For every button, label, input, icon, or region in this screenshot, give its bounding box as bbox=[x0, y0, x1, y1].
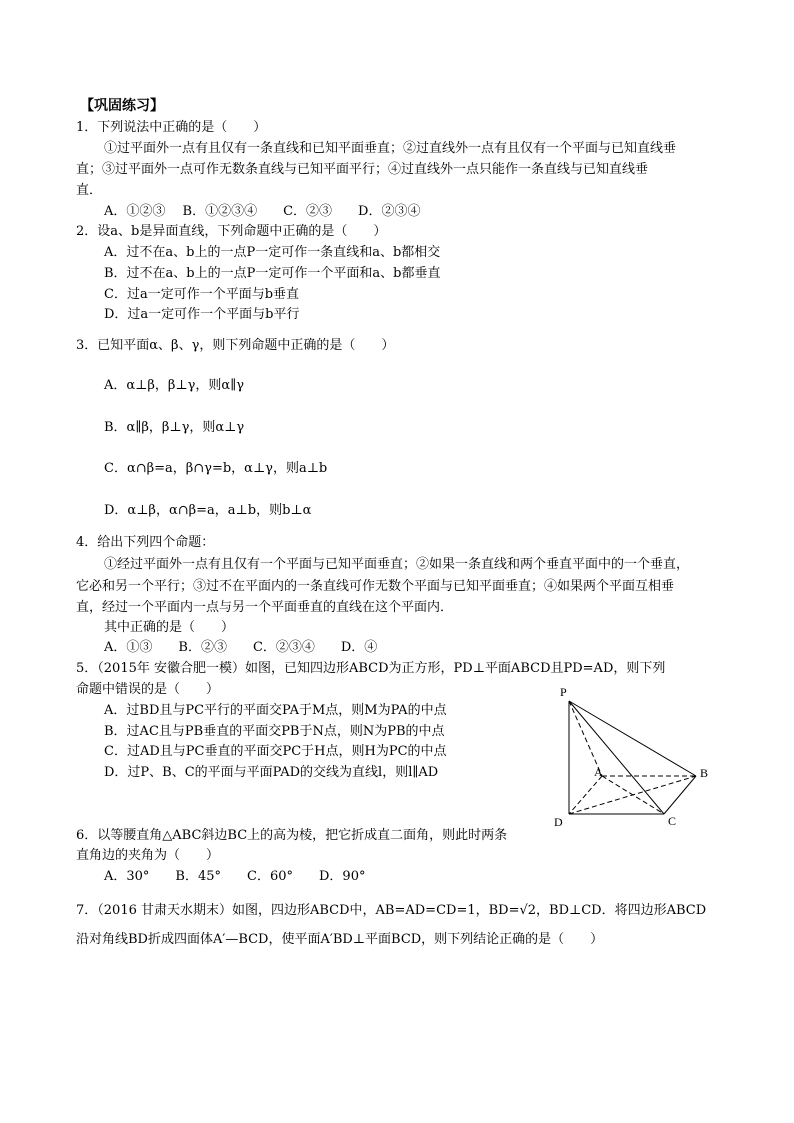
question-6-stem: 6．以等腰直角△ABC斜边BC上的高为棱，把它折成直二面角，则此时两条 bbox=[76, 828, 508, 843]
label-a: A bbox=[594, 765, 603, 779]
question-2-option-b: B．过不在a、b上的一点P一定可作一个平面和a、b都垂直 bbox=[104, 266, 441, 281]
question-4-body: ①经过平面外一点有且仅有一个平面与已知平面垂直；②如果一条直线和两个垂直平面中的一个垂直， bbox=[104, 557, 690, 572]
label-p: P bbox=[560, 685, 567, 699]
question-3-stem: 3．已知平面α、β、γ，则下列命题中正确的是（ ） bbox=[76, 338, 395, 353]
diagonal-db bbox=[569, 776, 696, 814]
question-1-body: ①过平面外一点有且仅有一条直线和已知平面垂直；②过直线外一点有且仅有一个平面与已知直线垂 bbox=[104, 141, 677, 156]
question-2-option-a: A．过不在a、b上的一点P一定可作一条直线和a、b都相交 bbox=[104, 245, 441, 260]
label-b: B bbox=[700, 766, 709, 780]
question-2-stem: 2．设a、b是异面直线，下列命题中正确的是（ ） bbox=[76, 224, 387, 239]
question-5-stem: 命题中错误的是（ ） bbox=[76, 682, 220, 697]
question-4-sub: 其中正确的是（ ） bbox=[104, 620, 235, 635]
question-4-stem: 4．给出下列四个命题： bbox=[76, 535, 215, 550]
question-5-option-d: D．过P、B、C的平面与平面PAD的交线为直线l，则l∥AD bbox=[104, 765, 439, 780]
question-2-option-d: D．过a一定可作一个平面与b平行 bbox=[104, 307, 300, 322]
question-5-stem: 5．（2015年 安徽合肥一模）如图，已知四边形ABCD为正方形，PD⊥平面ABCD且PD=AD，则下列 bbox=[76, 661, 666, 676]
edge-cb bbox=[664, 776, 696, 814]
question-1-body: 直；③过平面外一点可作无数条直线与已知平面平行；④过直线外一点只能作一条直线与已知直线垂 bbox=[76, 162, 649, 177]
pyramid-figure bbox=[548, 680, 718, 830]
question-1-stem: 1．下列说法中正确的是（ ） bbox=[76, 120, 267, 135]
question-6-options: A．30° B．45° C．60° D．90° bbox=[104, 869, 366, 884]
question-5-option-c: C．过AD且与PC垂直的平面交PC于H点，则H为PC的中点 bbox=[104, 744, 447, 759]
edge-pb bbox=[569, 701, 696, 776]
question-3-option-a: A．α⊥β，β⊥γ，则α∥γ bbox=[104, 378, 244, 393]
label-c: C bbox=[668, 814, 677, 828]
question-3-option-c: C．α∩β=a，β∩γ=b，α⊥γ，则a⊥b bbox=[104, 461, 328, 476]
label-d: D bbox=[554, 815, 563, 829]
question-5-option-a: A．过BD且与PC平行的平面交PA于M点，则M为PA的中点 bbox=[104, 703, 447, 718]
question-6-stem: 直角边的夹角为（ ） bbox=[76, 848, 220, 863]
question-4-body: 直，经过一个平面内一点与另一个平面垂直的直线在这个平面内． bbox=[76, 600, 454, 615]
edge-ad bbox=[569, 776, 602, 814]
question-7-stem: 沿对角线BD折成四面体A′—BCD，使平面A′BD⊥平面BCD，则下列结论正确的是（ ） bbox=[76, 932, 604, 947]
section-title: 【巩固练习】 bbox=[80, 98, 164, 114]
question-3-option-b: B．α∥β，β⊥γ，则α⊥γ bbox=[104, 420, 245, 435]
question-2-option-c: C．过a一定可作一个平面与b垂直 bbox=[104, 287, 300, 302]
question-5-option-b: B．过AC且与PB垂直的平面交PB于N点，则N为PB的中点 bbox=[104, 724, 445, 739]
question-3-option-d: D．α⊥β，α∩β=a，a⊥b，则b⊥α bbox=[104, 503, 312, 518]
question-1-options: A．①②③ B．①②③④ C．②③ D．②③④ bbox=[104, 204, 421, 219]
question-1-body: 直． bbox=[76, 183, 103, 198]
question-4-body: 它必和另一个平行；③过不在平面内的一条直线可作无数个平面与已知平面垂直；④如果两个平面互相垂 bbox=[76, 579, 675, 594]
question-4-options: A．①③ B．②③ C．②③④ D．④ bbox=[104, 640, 378, 655]
question-7-stem: 7．（2016 甘肃天水期末）如图，四边形ABCD中，AB=AD=CD=1，BD=√2，BD⊥CD．将四边形ABCD bbox=[76, 903, 707, 918]
